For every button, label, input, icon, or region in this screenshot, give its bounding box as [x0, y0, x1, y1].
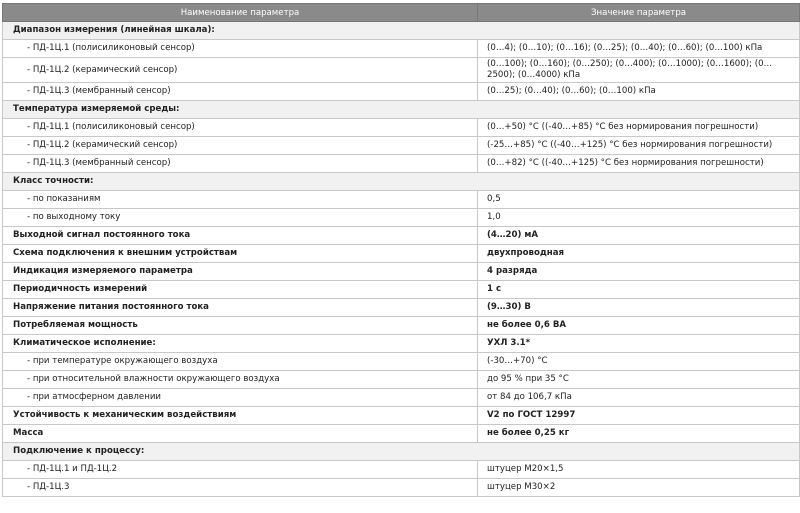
table-row [3, 83, 800, 101]
param-label: - ПД-1Ц.1 (полисиликоновый сенсор) [3, 40, 478, 58]
param-label: Схема подключения к внешним устройствам [3, 245, 478, 263]
param-value: (-25…+85) °С ((-40…+125) °С без нормирования погрешности) [478, 137, 800, 155]
param-label: Напряжение питания постоянного тока [3, 299, 478, 317]
table-row [3, 371, 800, 389]
param-value: до 95 % при 35 °С [478, 371, 800, 389]
param-label: - ПД-1Ц.1 и ПД-1Ц.2 [3, 461, 478, 479]
table-row [3, 353, 800, 371]
param-label: - ПД-1Ц.2 (керамический сенсор) [3, 137, 478, 155]
param-label: Климатическое исполнение: [3, 335, 478, 353]
table-row [3, 425, 800, 443]
table-body [3, 22, 800, 497]
spec-table [2, 3, 800, 497]
param-label: - ПД-1Ц.2 (керамический сенсор) [3, 58, 478, 83]
param-value: от 84 до 106,7 кПа [478, 389, 800, 407]
param-value: 4 разряда [478, 263, 800, 281]
param-label: Выходной сигнал постоянного тока [3, 227, 478, 245]
table-row [3, 335, 800, 353]
param-label: Потребляемая мощность [3, 317, 478, 335]
table-row [3, 137, 800, 155]
section-label: Температура измеряемой среды: [3, 101, 800, 119]
table-header-row [3, 4, 800, 22]
table-row [3, 209, 800, 227]
param-label: - при относительной влажности окружающего воздуха [3, 371, 478, 389]
table-row [3, 227, 800, 245]
table-row [3, 281, 800, 299]
table-row [3, 58, 800, 83]
param-label: - по выходному току [3, 209, 478, 227]
param-value: двухпроводная [478, 245, 800, 263]
table-row [3, 443, 800, 461]
table-row [3, 317, 800, 335]
header-param: Наименование параметра [3, 4, 478, 22]
param-value: (0…+82) °С ((-40…+125) °С без нормирования погрешности) [478, 155, 800, 173]
param-value: штуцер М20×1,5 [478, 461, 800, 479]
param-value: (9…30) В [478, 299, 800, 317]
param-label: - ПД-1Ц.3 [3, 479, 478, 497]
table-row [3, 299, 800, 317]
table-row [3, 389, 800, 407]
table-row [3, 479, 800, 497]
param-value: 1,0 [478, 209, 800, 227]
param-value: УХЛ 3.1* [478, 335, 800, 353]
param-value: 0,5 [478, 191, 800, 209]
param-value: (0…+50) °С ((-40…+85) °С без нормирования погрешности) [478, 119, 800, 137]
section-label: Подключение к процессу: [3, 443, 800, 461]
spec-table-container [2, 3, 799, 497]
table-row [3, 119, 800, 137]
section-label: Диапазон измерения (линейная шкала): [3, 22, 800, 40]
param-label: Индикация измеряемого параметра [3, 263, 478, 281]
param-value: (0…4); (0…10); (0…16); (0…25); (0…40); (0…60); (0…100) кПа [478, 40, 800, 58]
param-label: Периодичность измерений [3, 281, 478, 299]
table-row [3, 173, 800, 191]
table-row [3, 155, 800, 173]
param-value: штуцер М30×2 [478, 479, 800, 497]
param-label: - ПД-1Ц.3 (мембранный сенсор) [3, 83, 478, 101]
param-value: (4…20) мА [478, 227, 800, 245]
param-value: (0…25); (0…40); (0…60); (0…100) кПа [478, 83, 800, 101]
param-value: не более 0,6 ВА [478, 317, 800, 335]
header-value: Значение параметра [478, 4, 800, 22]
param-value: 1 с [478, 281, 800, 299]
param-value: (-30…+70) °С [478, 353, 800, 371]
param-value: V2 по ГОСТ 12997 [478, 407, 800, 425]
table-row [3, 101, 800, 119]
table-row [3, 40, 800, 58]
table-row [3, 245, 800, 263]
param-value: не более 0,25 кг [478, 425, 800, 443]
table-row [3, 191, 800, 209]
param-label: - при атмосферном давлении [3, 389, 478, 407]
param-label: Устойчивость к механическим воздействиям [3, 407, 478, 425]
table-row [3, 263, 800, 281]
table-row [3, 407, 800, 425]
param-label: - по показаниям [3, 191, 478, 209]
param-label: Масса [3, 425, 478, 443]
section-label: Класс точности: [3, 173, 800, 191]
table-row [3, 22, 800, 40]
param-label: - при температуре окружающего воздуха [3, 353, 478, 371]
table-row [3, 461, 800, 479]
param-label: - ПД-1Ц.1 (полисиликоновый сенсор) [3, 119, 478, 137]
param-value: (0…100); (0…160); (0…250); (0…400); (0…1000); (0…1600); (0…2500); (0…4000) кПа [478, 58, 800, 83]
param-label: - ПД-1Ц.3 (мембранный сенсор) [3, 155, 478, 173]
